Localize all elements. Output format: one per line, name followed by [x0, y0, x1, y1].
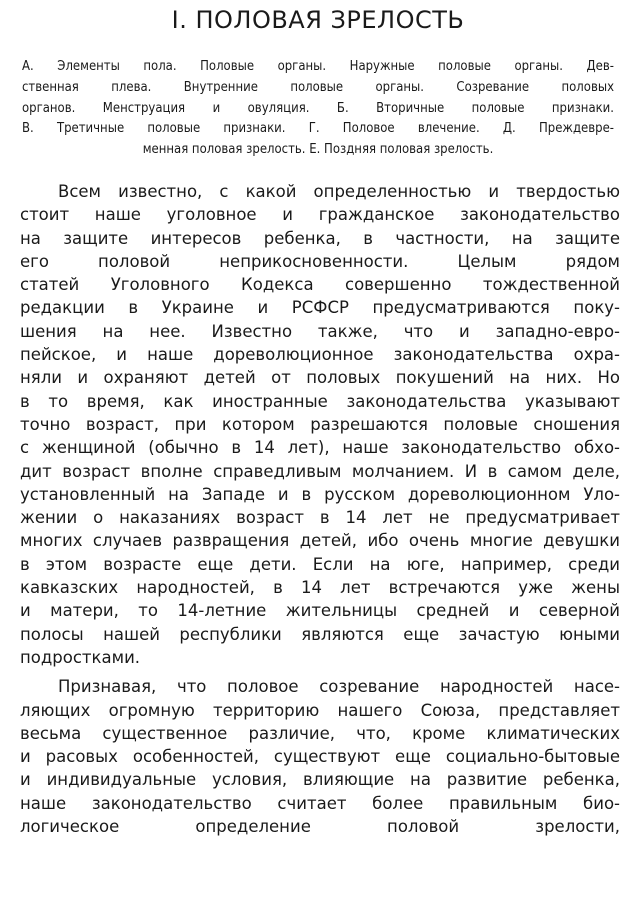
summary-line: А. Элементы пола. Половые органы. Наружные половые органы. Дев-: [22, 59, 614, 74]
summary-line: менная половая зрелость. Е. Поздняя половая зрелость.: [142, 142, 494, 158]
text-line: установленный на Западе и в русском дореволюционном Уло-: [20, 484, 620, 504]
text-line: дит возраст вполне справедливым молчанием. И в самом деле,: [20, 461, 620, 481]
text-line: жении о наказаниях возраст в 14 лет не предусматривает: [20, 508, 620, 528]
text-line: редакции в Украине и РСФСР предусматриваются поку-: [20, 298, 620, 318]
text-line: статей Уголовного Кодекса совершенно тождественной: [20, 275, 620, 295]
chapter-title: I. ПОЛОВАЯ ЗРЕЛОСТЬ: [171, 6, 465, 34]
text-line: пейское, и наше дореволюционное законодательства охра-: [20, 345, 620, 365]
text-line: и индивидуальные условия, влияющие на развитие ребенка,: [20, 770, 620, 790]
text-line: с женщиной (обычно в 14 лет), наше законодательство обхо-: [20, 438, 620, 458]
text-line: логическое определение половой зрелости,: [20, 817, 620, 837]
text-line: полосы нашей республики являются еще зачастую юными: [20, 624, 620, 644]
text-line: Признавая, что половое созревание народностей насе-: [58, 677, 620, 697]
text-line: его половой неприкосновенности. Целым рядом: [20, 251, 620, 271]
text-line: точно возраст, при котором разрешаются половые сношения: [20, 414, 620, 434]
text-line: Всем известно, с какой определенностью и твердостью: [58, 182, 620, 201]
summary-line: В. Третичные половые признаки. Г. Половое влечение. Д. Преждевре-: [22, 121, 614, 137]
text-line: няли и охраняют детей от половых покушений на них. Но: [20, 368, 620, 388]
text-line: в этом возрасте еще дети. Если на юге, например, среди: [20, 554, 620, 574]
text-line: на защите интересов ребенка, в частности, на защите: [20, 228, 620, 248]
text-line: многих случаев развращения детей, ибо очень многие девушки: [20, 531, 620, 551]
text-line: в то время, как иностранные законодательства указывают: [20, 391, 620, 411]
text-line: и матери, то 14-летние жительницы средней и северной: [20, 601, 620, 621]
body-text: [20, 180, 620, 838]
text-line: весьма существенное различие, что, кроме климатических: [20, 723, 620, 743]
paragraph-2: [20, 675, 620, 838]
chapter-summary: [22, 57, 614, 161]
text-line: шения на нее. Известно также, что и западно-евро-: [20, 321, 620, 341]
summary-line: органов. Менструация и овуляция. Б. Вторичные половые признаки.: [22, 100, 614, 116]
text-line: и расовых особенностей, существуют еще социально-бытовые: [20, 747, 620, 767]
text-line: подростками.: [20, 647, 141, 667]
text-line: стоит наше уголовное и гражданское законодательство: [20, 205, 620, 225]
paragraph-1: [20, 180, 620, 669]
text-line: кавказских народностей, в 14 лет встречаются уже жены: [20, 578, 620, 598]
text-line: ляющих огромную территорию нашего Союза, представляет: [20, 700, 620, 720]
summary-line: ственная плева. Внутренние половые органы. Созревание половых: [22, 79, 614, 95]
text-line: наше законодательство считает более правильным био-: [20, 793, 620, 813]
